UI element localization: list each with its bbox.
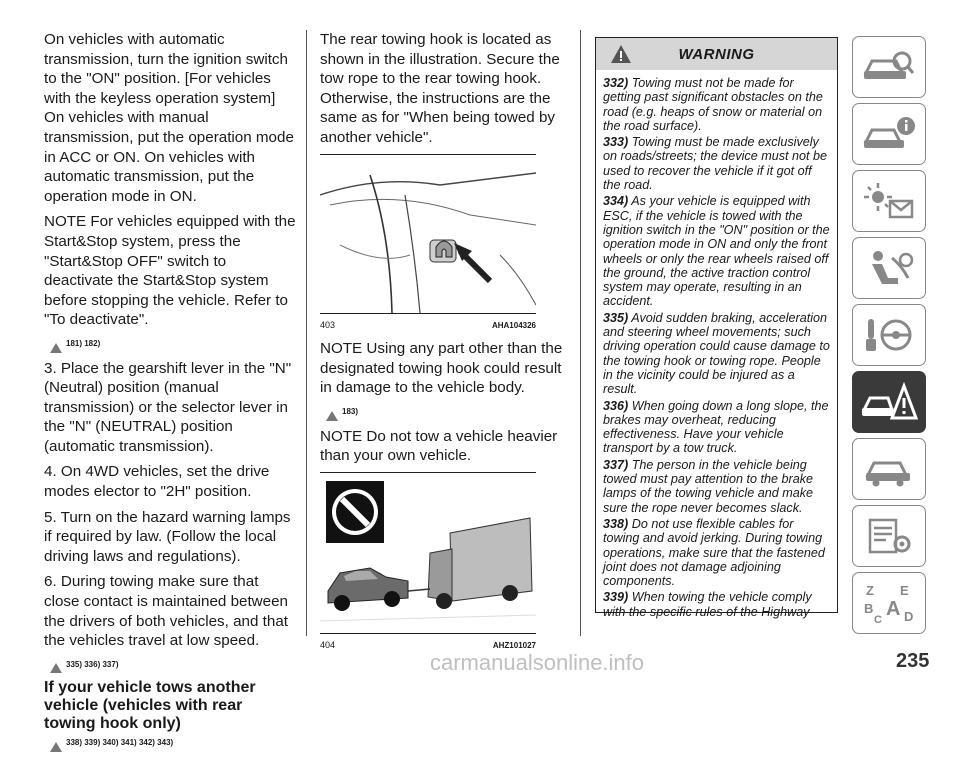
car-breakdown-icon bbox=[860, 382, 918, 422]
warning-item: 334) As your vehicle is equipped with ESC, if the vehicle is towed with the ignition switch in the "ON" position or the operation mode in ON and only the front wheels or only the rear wheels raised off the ground, the active traction control system may operate, resulting in an accident. bbox=[603, 194, 830, 309]
warning-triangle-icon bbox=[610, 44, 632, 64]
tab-instrument-panel[interactable] bbox=[852, 103, 926, 165]
warning-lights-icon bbox=[862, 181, 916, 221]
warning-item: 335) Avoid sudden braking, acceleration and steering wheel movements; such driving operation could cause damage to the towing hook or towing rope. People in the vicinity could be injured as a result. bbox=[603, 310, 830, 397]
step-6: 6. During towing make sure that close contact is maintained between the drivers of both vehicles, and that the vehicles travel at low speed. bbox=[44, 573, 288, 650]
warning-box bbox=[595, 37, 838, 619]
warning-list bbox=[596, 70, 837, 619]
page-number: 235 bbox=[896, 650, 930, 672]
towing-heavier-vehicle-illustration bbox=[320, 473, 536, 633]
warning-item: 339) When towing the vehicle comply with the specific rules of the Highway bbox=[603, 590, 812, 619]
step-5: 5. Turn on the hazard warning lamps if required by law. (Follow the local driving laws and regulations). bbox=[44, 508, 291, 565]
column-divider bbox=[580, 30, 581, 636]
svg-text:B: B bbox=[864, 601, 874, 616]
tab-starting-driving[interactable] bbox=[852, 304, 926, 366]
svg-text:D: D bbox=[904, 609, 914, 624]
tab-technical-data[interactable] bbox=[852, 505, 926, 567]
chapter-sidebar bbox=[852, 36, 930, 639]
tab-servicing-maintenance[interactable] bbox=[852, 438, 926, 500]
figure-code: AHZ101027 bbox=[492, 640, 536, 650]
alphabet-index-icon bbox=[862, 581, 916, 625]
figure-caption bbox=[320, 316, 536, 336]
svg-text:Z: Z bbox=[866, 583, 874, 598]
section-heading: If your vehicle tows another vehicle (vehicles with rear towing hook only) bbox=[44, 679, 256, 733]
warning-item: 337) The person in the vehicle being towed must pay attention to the brake lamps of the towing vehicle and make sure the rope never becomes slack. bbox=[603, 457, 814, 515]
figure-rear-towing-hook bbox=[320, 154, 536, 314]
figure-tow-prohibited bbox=[320, 472, 536, 634]
tab-index[interactable] bbox=[852, 572, 926, 634]
svg-text:E: E bbox=[900, 583, 909, 598]
warning-item: 332) Towing must not be made for getting past significant obstacles on the road (e.g. heaps of snow or material on the road surface). bbox=[603, 76, 823, 133]
paragraph-start-stop-note: NOTE For vehicles equipped with the Start&Stop system, press the "Start&Stop OFF" switch to deactivate the Start&Stop system before stopping the vehicle. Refer to "To deactivate". bbox=[44, 213, 296, 329]
tab-getting-to-know[interactable] bbox=[852, 36, 926, 98]
warning-item: 338) Do not use flexible cables for towing and avoid jerking. During towing operations, make sure that the fastened joint does not damage adjoining components. bbox=[603, 516, 825, 589]
car-search-icon bbox=[862, 47, 916, 87]
column-middle bbox=[320, 30, 568, 659]
warning-title: WARNING bbox=[678, 45, 755, 63]
paragraph-hook-note: NOTE Using any part other than the designated towing hook could result in damage to the vehicle body. bbox=[320, 340, 563, 397]
warning-triangle-icon bbox=[50, 742, 62, 752]
svg-text:C: C bbox=[874, 614, 882, 625]
step-4: 4. On 4WD vehicles, set the drive modes elector to "2H" position. bbox=[44, 463, 270, 501]
paragraph-ignition: On vehicles with automatic transmission, turn the ignition switch to the "ON" position. [For vehicles with the keyless operation system] On vehicles with manual transmission, put the operation mode in ACC or ON. On vehicles with automatic transmission, put the operation mode in ON. bbox=[44, 31, 294, 205]
paragraph-weight-note: NOTE Do not tow a vehicle heavier than your own vehicle. bbox=[320, 427, 558, 465]
figure-number: 403 bbox=[320, 319, 336, 330]
column-divider bbox=[306, 30, 307, 636]
figure-code: AHA104326 bbox=[491, 320, 536, 330]
warning-triangle-icon bbox=[326, 411, 338, 421]
warning-item: 333) Towing must be made exclusively on roads/streets; the device must not be used to recover the vehicle if it got off the road. bbox=[603, 135, 828, 193]
tab-warning-lights[interactable] bbox=[852, 170, 926, 232]
towing-hook-illustration bbox=[320, 155, 536, 313]
warning-triangle-icon bbox=[50, 663, 62, 673]
warning-refs[interactable]: 181) 182) bbox=[50, 334, 296, 354]
car-info-icon bbox=[862, 114, 916, 154]
tab-in-an-emergency[interactable] bbox=[852, 371, 926, 433]
warning-refs[interactable]: 335) 336) 337) bbox=[50, 655, 296, 675]
column-left bbox=[44, 30, 296, 758]
paragraph-rear-hook: The rear towing hook is located as shown in the illustration. Secure the tow rope to the rear towing hook. Otherwise, the instructions are the same as for "When being towed by another vehicle". bbox=[320, 31, 560, 146]
step-3: 3. Place the gearshift lever in the "N" (Neutral) position (manual transmission) or the selector lever in the "N" (NEUTRAL) position (automatic transmission). bbox=[44, 359, 292, 455]
warning-triangle-icon bbox=[50, 343, 62, 353]
watermark: carmanualsonline.info bbox=[430, 650, 645, 675]
figure-number: 404 bbox=[320, 639, 336, 650]
warning-refs[interactable]: 338) 339) 340) 341) 342) 343) bbox=[50, 733, 296, 753]
svg-text:A: A bbox=[886, 598, 901, 620]
document-settings-icon bbox=[862, 516, 916, 556]
car-maintenance-icon bbox=[862, 449, 916, 489]
seat-airbag-icon bbox=[862, 248, 916, 288]
key-steering-icon bbox=[862, 315, 916, 355]
warning-header bbox=[596, 38, 837, 70]
warning-item: 336) When going down a long slope, the brakes may overheat, reducing effectiveness. Have your vehicle transport by a tow truck. bbox=[603, 398, 829, 456]
tab-safety[interactable] bbox=[852, 237, 926, 299]
warning-refs[interactable]: 183) bbox=[326, 402, 568, 422]
